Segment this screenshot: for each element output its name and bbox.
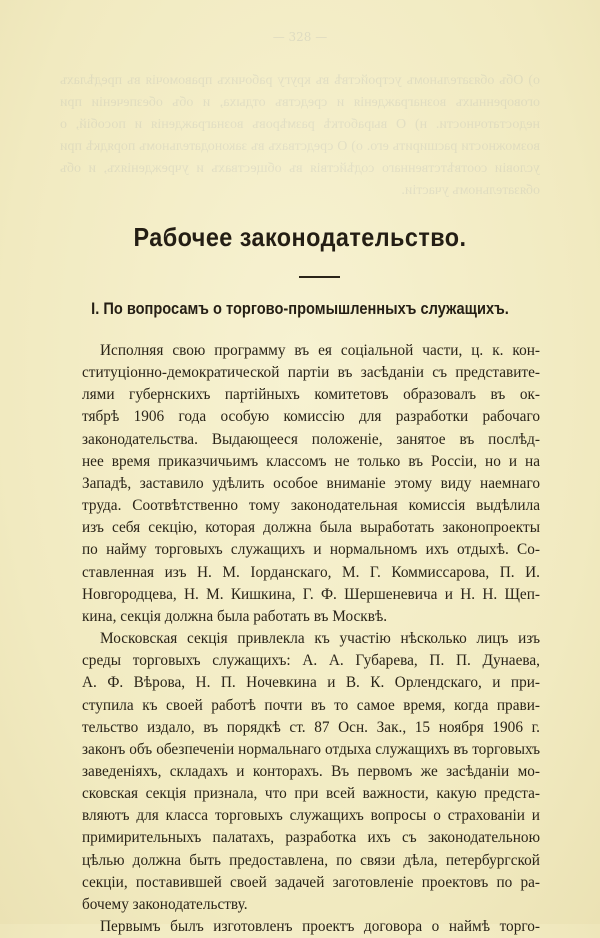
text-line: примирительныхъ палатахъ, разработка ихъ съ законодательною <box>82 829 540 847</box>
text-line: законъ объ обезпеченіи нормальнаго отдыха служащихъ въ торговыхъ <box>82 740 540 758</box>
text-line: заведеніяхъ, складахъ и конторахъ. Въ первомъ же засѣданіи мо- <box>82 762 540 780</box>
text-line: секціи, поставившей своей задачей заготовленіе проектовъ по ра- <box>82 873 540 891</box>
paragraph-3 <box>82 916 540 938</box>
text-line: нее время приказчичьимъ классомъ не только въ Россіи, но и на <box>82 452 540 470</box>
text-line: кина, секція должна была работать въ Москвѣ. <box>82 607 388 625</box>
text-line: Первымъ былъ изготовленъ проектъ договора о наймѣ торго- <box>100 918 540 936</box>
text-line: тябрѣ 1906 года особую комиссію для разработки рабочаго <box>82 408 540 426</box>
text-line: ставленная изъ Н. М. Іорданскаго, М. Г. Коммиссарова, П. И. <box>82 563 540 581</box>
text-line: тельство издало, въ порядкѣ ст. 87 Осн. Зак., 15 ноября 1906 г. <box>82 718 540 736</box>
paragraph-1 <box>82 340 540 628</box>
document-title: Рабочее законодательство. <box>133 222 467 252</box>
text-line: среды торговыхъ служащихъ: А. А. Губарева, П. П. Дунаева, <box>82 652 540 670</box>
bleed-through-text: о) Объ обязательномъ устройствѣ въ кругу рабочихъ правомочія въ предѣлахъ оговоренныхъ вознагражденія и средствъ отдыха, и объ обезпеченіи при недостаточности. н) О выработкѣ размѣровъ вознагражденія и пособій, о возможности расширить его. о) О средствахъ въ законодательномъ порядкѣ при условіи соотвѣтственнаго содѣйствія въ обществахъ и учрежденіяхъ, и объ обязательномъ участіи. <box>60 73 540 198</box>
text-line: сковская секція признала, что при всей важности, какую предста- <box>82 785 540 803</box>
text-line: Исполняя свою программу въ ея соціальной части, ц. к. кон- <box>100 342 540 359</box>
text-line: по найму торговыхъ служащихъ и нормальномъ ихъ отдыхѣ. Со- <box>82 541 540 559</box>
section-heading: I. По вопросамъ о торгово-промышленныхъ служащихъ. <box>91 299 509 318</box>
document-body <box>82 340 540 938</box>
text-line: лями губернскихъ партійныхъ комитетовъ образовалъ въ ок- <box>82 386 540 404</box>
text-line: бочему законодательству. <box>82 895 248 913</box>
text-line: изъ себя секцію, которая должна была выработать законопроекты <box>82 519 540 537</box>
paragraph-2 <box>82 628 540 916</box>
text-line: ституціонно-демократической партіи въ засѣданіи съ представите- <box>82 364 540 382</box>
text-line: вляютъ для класса торговыхъ служащихъ вопросы о страхованіи и <box>82 807 540 825</box>
text-line: Новгородцева, Н. М. Кишкина, Г. Ф. Шершеневича и Н. Н. Щеп- <box>82 585 540 603</box>
text-line: цѣлью должна быть предоставлена, по связи дѣла, петербургской <box>82 851 540 869</box>
bleed-through-page-number: — 328 — <box>272 30 328 44</box>
text-line: Западѣ, заставило удѣлить особое вниманіе этому виду наемнаго <box>82 474 540 492</box>
text-line: труда. Соотвѣтственно тому законодательная комиссія выдѣлила <box>82 497 540 515</box>
text-line: А. Ф. Вѣрова, Н. П. Ночевкина и В. К. Орлендскаго, и при- <box>82 674 540 692</box>
text-line: Московская секція привлекла къ участію нѣсколько лицъ изъ <box>100 630 540 648</box>
text-line: ступила къ своей работѣ почти въ то самое время, когда прави- <box>82 696 540 714</box>
title-divider <box>299 276 340 278</box>
text-line: законодательства. Выдающееся положеніе, занятое въ послѣд- <box>82 430 540 448</box>
